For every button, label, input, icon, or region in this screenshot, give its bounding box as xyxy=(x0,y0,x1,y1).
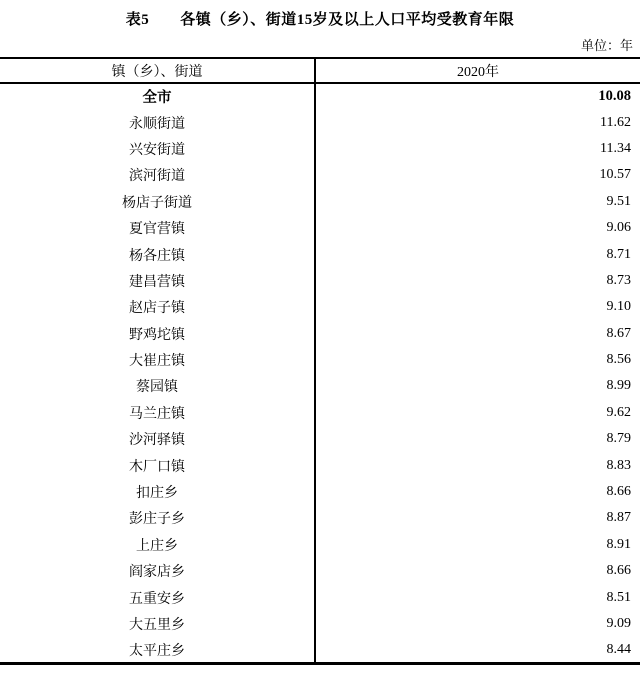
table-row xyxy=(0,215,640,241)
value-cell: 8.83 xyxy=(606,457,631,473)
region-name-cell: 阎家店乡 xyxy=(0,558,315,584)
value-cell: 9.62 xyxy=(606,404,631,420)
value-cell: 8.71 xyxy=(606,246,631,262)
region-name-cell: 野鸡坨镇 xyxy=(0,321,315,347)
table-row xyxy=(0,241,640,267)
value-cell: 8.56 xyxy=(606,352,631,368)
region-name-cell: 杨各庄镇 xyxy=(0,241,315,267)
region-name-cell: 沙河驿镇 xyxy=(0,426,315,452)
value-cell: 8.67 xyxy=(606,325,631,341)
table-row xyxy=(0,162,640,188)
table-row xyxy=(0,426,640,452)
table-row xyxy=(0,373,640,399)
value-cell: 8.51 xyxy=(606,589,631,605)
value-cell: 9.51 xyxy=(606,193,631,209)
value-cell: 8.66 xyxy=(606,563,631,579)
value-cell: 10.08 xyxy=(598,88,631,105)
column-header-year-2020: 2020年 xyxy=(315,58,640,83)
value-cell: 9.10 xyxy=(606,299,631,315)
region-name-cell: 彭庄子乡 xyxy=(0,505,315,531)
value-cell: 8.44 xyxy=(606,641,631,657)
table-title: 表5 各镇（乡）、街道15岁及以上人口平均受教育年限 xyxy=(125,12,515,28)
table-row xyxy=(0,136,640,162)
region-name-cell: 扣庄乡 xyxy=(0,479,315,505)
table-row xyxy=(0,532,640,558)
table-row xyxy=(0,83,640,109)
value-cell: 8.87 xyxy=(606,510,631,526)
value-cell: 8.91 xyxy=(606,536,631,552)
region-name-cell: 夏官营镇 xyxy=(0,215,315,241)
table-row xyxy=(0,505,640,531)
value-cell: 8.66 xyxy=(606,484,631,500)
region-name-cell: 大五里乡 xyxy=(0,611,315,637)
table-row xyxy=(0,189,640,215)
table-header xyxy=(0,58,640,83)
region-name-cell: 木厂口镇 xyxy=(0,452,315,478)
region-name-cell: 永顺街道 xyxy=(0,109,315,135)
region-name-cell: 建昌营镇 xyxy=(0,268,315,294)
region-name-cell: 全市 xyxy=(0,83,315,109)
region-name-cell: 蔡园镇 xyxy=(0,373,315,399)
value-cell: 9.06 xyxy=(606,220,631,236)
value-cell: 8.99 xyxy=(606,378,631,394)
table-row xyxy=(0,452,640,478)
region-name-cell: 上庄乡 xyxy=(0,532,315,558)
region-name-cell: 杨店子街道 xyxy=(0,189,315,215)
table-row xyxy=(0,268,640,294)
region-name-cell: 大崔庄镇 xyxy=(0,347,315,373)
region-name-cell: 滨河街道 xyxy=(0,162,315,188)
table-row xyxy=(0,584,640,610)
table-row xyxy=(0,321,640,347)
table-row xyxy=(0,611,640,637)
table-row xyxy=(0,479,640,505)
region-name-cell: 兴安街道 xyxy=(0,136,315,162)
value-cell: 9.09 xyxy=(606,616,631,631)
value-cell: 11.62 xyxy=(600,114,631,130)
table-row xyxy=(0,109,640,135)
table-row xyxy=(0,400,640,426)
region-name-cell: 赵店子镇 xyxy=(0,294,315,320)
value-cell: 8.73 xyxy=(606,272,631,288)
column-header-region: 镇（乡）、街道 xyxy=(0,58,315,83)
table-row xyxy=(0,558,640,584)
value-cell: 8.79 xyxy=(606,431,631,447)
table-row xyxy=(0,347,640,373)
unit-label: 单位：年 xyxy=(580,38,633,53)
region-name-cell: 马兰庄镇 xyxy=(0,400,315,426)
header-row xyxy=(0,58,640,83)
region-name-cell: 五重安乡 xyxy=(0,584,315,610)
table-row xyxy=(0,637,640,663)
table-row xyxy=(0,294,640,320)
table-body xyxy=(0,83,640,664)
value-cell: 11.34 xyxy=(600,140,631,156)
region-name-cell: 太平庄乡 xyxy=(0,637,315,663)
value-cell: 10.57 xyxy=(599,167,631,183)
education-years-table xyxy=(0,57,640,665)
